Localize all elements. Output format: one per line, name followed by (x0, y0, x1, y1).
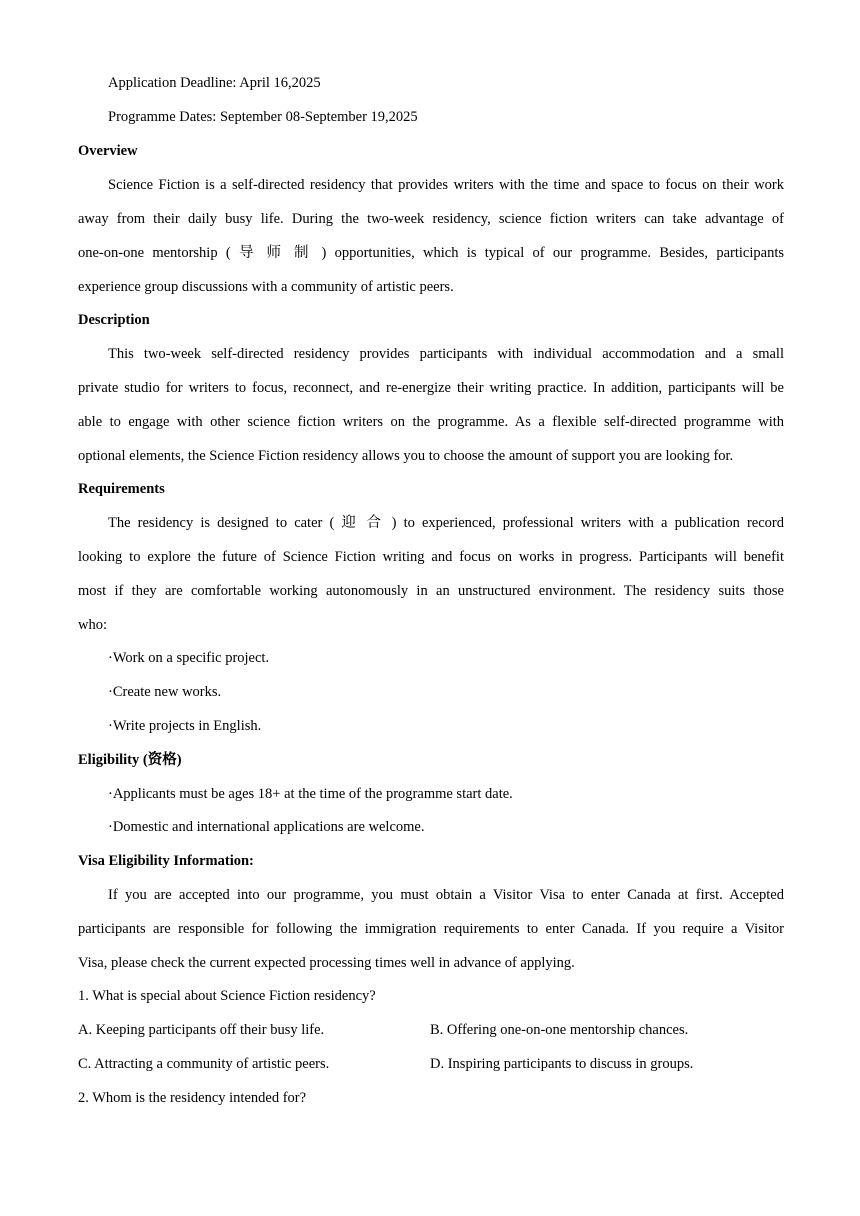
requirements-line: The residency is designed to cater ( 迎 合 ) to experienced, professional writers with a publication record (108, 515, 784, 531)
description-line: This two-week self-directed residency provides participants with individual accommodation and a small (108, 346, 784, 362)
visa-heading: Visa Eligibility Information: (78, 853, 254, 869)
requirements-bullet: ·Create new works. (108, 684, 222, 700)
option-a: A. Keeping participants off their busy life. (78, 1022, 325, 1038)
description-heading: Description (78, 312, 150, 328)
requirements-bullet: ·Write projects in English. (108, 718, 262, 734)
eligibility-bullet: ·Applicants must be ages 18+ at the time of the programme start date. (108, 786, 513, 802)
option-d: D. Inspiring participants to discuss in groups. (430, 1056, 694, 1072)
option-b: B. Offering one-on-one mentorship chances. (430, 1022, 689, 1038)
overview-line: Science Fiction is a self-directed residency that provides writers with the time and space to focus on their work (108, 177, 784, 193)
visa-line: If you are accepted into our programme, you must obtain a Visitor Visa to enter Canada at first. Accepted (108, 887, 784, 903)
overview-line: one-on-one mentorship ( 导 师 制 ) opportunities, which is typical of our programme. Besides, participants (78, 245, 784, 261)
description-line: optional elements, the Science Fiction residency allows you to choose the amount of support you are looking for. (78, 448, 734, 464)
eligibility-bullet: ·Domestic and international applications are welcome. (108, 819, 425, 835)
description-line: private studio for writers to focus, reconnect, and re-energize their writing practice. In addition, participants will be (78, 380, 784, 396)
option-c: C. Attracting a community of artistic peers. (78, 1056, 330, 1072)
eligibility-heading: Eligibility (资格) (78, 752, 182, 768)
overview-heading: Overview (78, 143, 138, 159)
requirements-bullet: ·Work on a specific project. (108, 650, 270, 666)
visa-line: participants are responsible for following the immigration requirements to enter Canada. If you require a Visitor (78, 921, 784, 937)
requirements-heading: Requirements (78, 481, 165, 497)
overview-line: away from their daily busy life. During the two-week residency, science fiction writers can take advantage of (78, 211, 784, 227)
question-stem: 1. What is special about Science Fiction residency? (78, 988, 376, 1004)
programme-dates: Programme Dates: September 08-September 19,2025 (108, 109, 418, 125)
requirements-line: who: (78, 617, 107, 633)
requirements-line: looking to explore the future of Science Fiction writing and focus on works in progress. Participants will benefit (78, 549, 784, 565)
visa-line: Visa, please check the current expected processing times well in advance of applying. (78, 955, 575, 971)
description-line: able to engage with other science fiction writers on the programme. As a flexible self-directed programme with (78, 414, 784, 430)
question-stem: 2. Whom is the residency intended for? (78, 1090, 307, 1106)
application-deadline: Application Deadline: April 16,2025 (108, 75, 321, 91)
overview-line: experience group discussions with a community of artistic peers. (78, 279, 454, 295)
requirements-line: most if they are comfortable working autonomously in an unstructured environment. The residency suits those (78, 583, 784, 599)
